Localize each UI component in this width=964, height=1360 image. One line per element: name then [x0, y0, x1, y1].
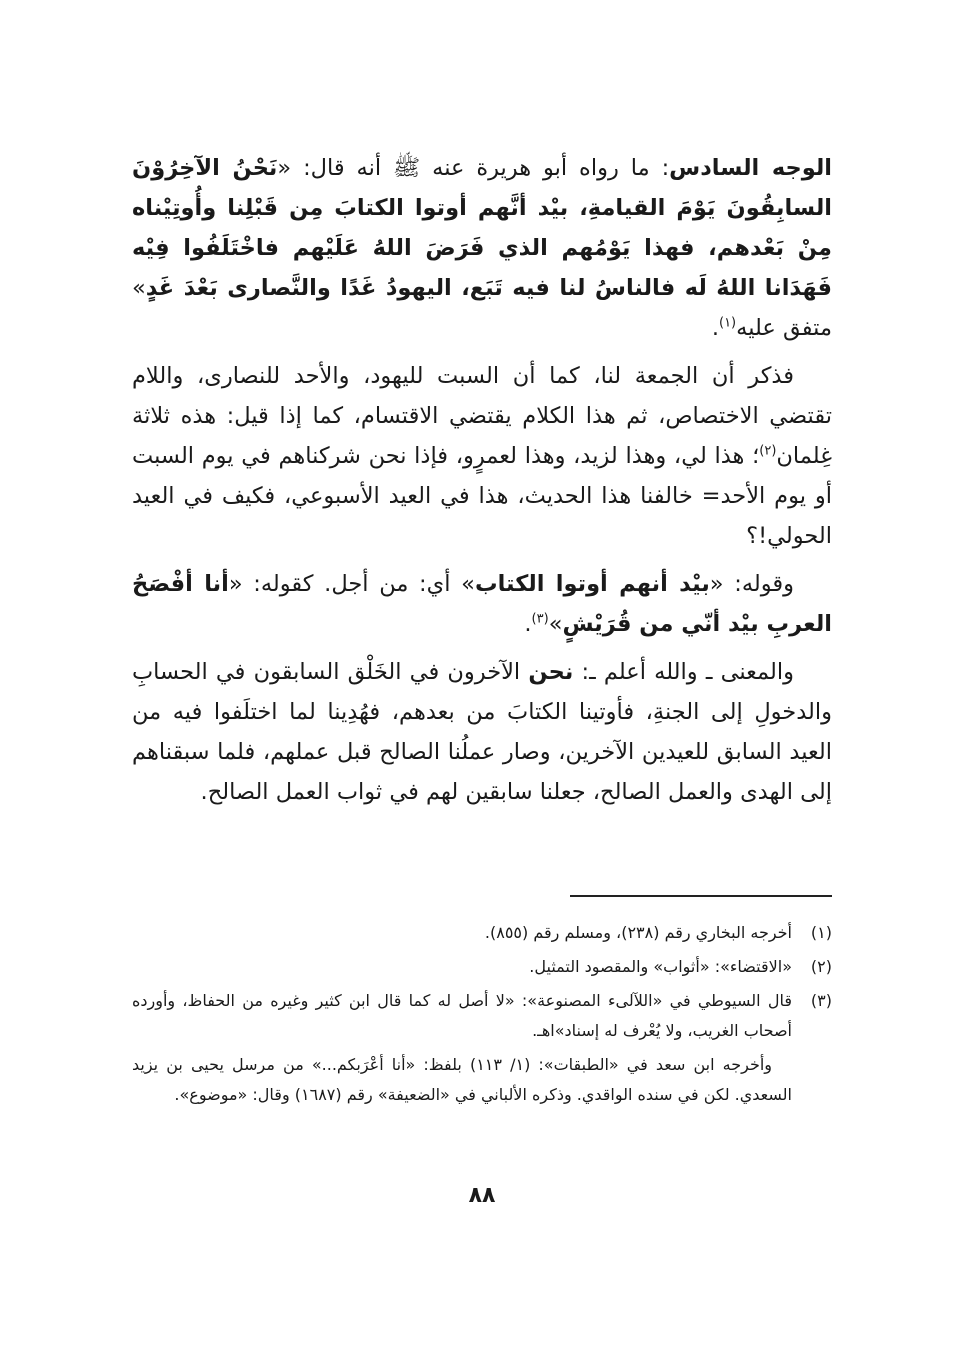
paragraph-1	[132, 148, 832, 348]
footnote-number: (٣)	[810, 991, 832, 1010]
text-run: والمعنى ـ والله أعلم ـ:	[573, 659, 794, 685]
paragraph-4	[132, 652, 832, 812]
footnote-text: أخرجه البخاري رقم (٢٣٨)، ومسلم رقم (٨٥٥).	[484, 923, 792, 942]
bold-text: الوجه السادس	[669, 155, 832, 181]
bold-text: أنا أفْصَحُ العربِ بيْد أنّي من قُرَيْشٍ	[132, 571, 832, 637]
text-run: ؛ هذا لي، وهذا لزيد، وهذا لعمرٍو، فإذا نحن شركناهم في يوم السبت أو يوم الأحد= خالفنا هذا الحديث، هذا في العيد الأسبوعي، فكيف في العيد الحولي!؟	[132, 443, 832, 549]
footnote-2	[132, 952, 832, 982]
text-run: وقوله: «	[709, 571, 794, 597]
footnote-number: (٢)	[810, 957, 832, 976]
page-number: ٨٨	[468, 1183, 496, 1208]
paragraph-3	[132, 564, 832, 644]
footnote-ref: (١)	[718, 315, 737, 331]
paragraph-2	[132, 356, 832, 556]
footnote-separator	[570, 895, 832, 897]
text-run: .	[711, 315, 719, 341]
text-run: » متفق عليه	[132, 275, 832, 341]
text-run: : ما رواه أبو هريرة عنه ﷺ أنه قال: «	[277, 155, 670, 181]
footnote-3	[132, 986, 832, 1046]
footnote-number: (١)	[810, 923, 832, 942]
text-run: » أي: من أجل. كقوله: «	[228, 571, 475, 597]
text-run: الآخرون في الخَلْق السابقون في الحسابِ والدخولِ إلى الجنةِ، فأوتينا الكتابَ من بعدهم، فهُدِينا لما اختلَفوا فيه من العيد السابق للعيدين الآخرين، وصار عملُنا الصالح قبل عملهم، فلما سبقناهم إلى الهدى والعمل الصالح، جعلنا سابقين لهم في ثواب العمل الصالح.	[132, 659, 832, 805]
text-run: »	[548, 611, 563, 637]
footnotes	[132, 918, 832, 1110]
footnote-ref: (٣)	[531, 611, 549, 627]
footnote-text: قال السيوطي في «اللآلىء المصنوعة»: «لا أصل له كما قال ابن كثير وغيره من الحفاظ، وأورده أصحاب الغريب، ولا يُعْرف له إسناد»اهـ.	[132, 991, 792, 1040]
main-text	[132, 148, 832, 812]
bold-text: بيْد أنهم أوتوا الكتاب	[474, 571, 710, 597]
bold-text: نَحْنُ الآخِرُوْنَ السابِقُونَ يَوْمَ القيامةِ، بيْد أنَّهم أوتوا الكتابَ مِن قَبْلِنا وأُوتِيْناه مِنْ بَعْدهم، فهذا يَوْمُهم الذي فَرَضَ اللهُ عَلَيْهم فاخْتَلَفُوا فِيْه فَهَدَانا اللهُ لَه فالناسُ لنا فيه تَبَع، اليهودُ غَدًا والنَّصارى بَعْدَ غَدٍ	[132, 155, 832, 301]
bold-text: نحن	[528, 659, 574, 685]
footnote-1	[132, 918, 832, 948]
footnote-text: «الاقتضاء»: «أثواب» والمقصود التمثيل.	[529, 957, 792, 976]
text-run: .	[524, 611, 532, 637]
text-run: فذكر أن الجمعة لنا، كما أن السبت لليهود، والأحد للنصارى، واللام تقتضي الاختصاص، ثم هذا الكلام يقتضي الاقتسام، كما إذا قيل: هذه ثلاثة غِلمان	[132, 363, 832, 469]
footnote-3-continuation: وأخرجه ابن سعد في «الطبقات»: (١/ ١١٣) بلفظ: «أنا أعْرَبكم...» من مرسل يحيى بن يزيد السعدي. لكن في سنده الواقدي. وذكره الألباني في «الضعيفة» رقم (١٦٨٧) وقال: «موضوع».	[132, 1055, 792, 1104]
footnote-ref: (٢)	[759, 443, 777, 459]
